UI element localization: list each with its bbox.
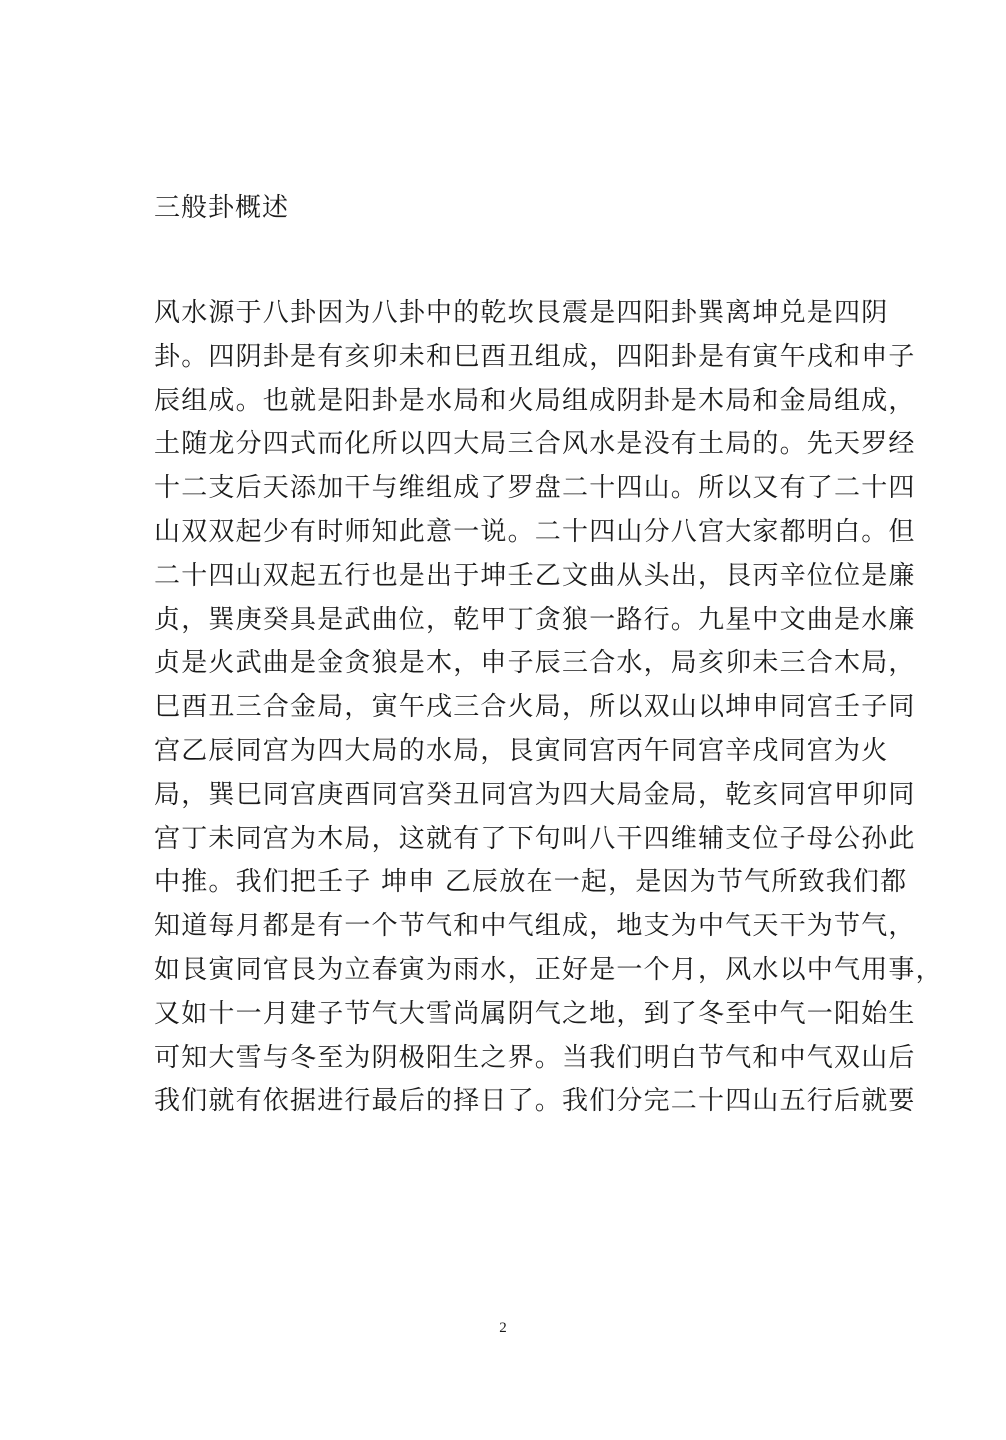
text-line-1: 风水源于八卦因为八卦中的乾坎艮震是四阳卦巽离坤兑是四阴 [154,298,889,328]
text-line-8: 贞，巽庚癸具是武曲位，乾甲丁贪狼一路行。九星中文曲是水廉 [154,604,916,635]
text-line-9: 贞是火武曲是金贪狼是木，申子辰三合水，局亥卯未三合木局， [154,648,916,679]
text-line-15: 知道每月都是有一个节气和中气组成，地支为中气天干为节气， [154,911,916,942]
text-line-11: 宫乙辰同宫为四大局的水局，艮寅同宫丙午同宫辛戌同宫为火 [154,735,889,766]
text-line-18: 可知大雪与冬至为阴极阳生之界。当我们明白节气和中气双山后 [154,1042,916,1073]
text-line-10: 巳酉丑三合金局，寅午戌三合火局，所以双山以坤申同宫壬子同 [154,692,916,723]
text-line-5: 十二支后天添加干与维组成了罗盘二十四山。所以又有了二十四 [154,473,916,504]
text-line-17: 又如十一月建子节气大雪尚属阴气之地，到了冬至中气一阳始生 [154,998,916,1029]
page-number: 2 [499,1320,507,1336]
body-text [154,292,943,1124]
text-line-16: 如艮寅同官艮为立春寅为雨水，正好是一个月，风水以中气用事， [154,954,943,985]
text-line-6: 山双双起少有时师知此意一说。二十四山分八宫大家都明白。但 [154,516,916,547]
text-line-12: 局，巽巳同宫庚酉同宫癸丑同宫为四大局金局，乾亥同宫甲卯同 [154,779,916,810]
text-line-3: 辰组成。也就是阳卦是水局和火局组成阴卦是木局和金局组成， [154,385,916,416]
document-title: 三般卦概述 [154,193,290,223]
text-line-4: 土随龙分四式而化所以四大局三合风水是没有土局的。先天罗经 [154,429,916,460]
text-line-13: 宫丁未同宫为木局，这就有了下句叫八干四维辅支位子母公孙此 [154,823,916,854]
text-line-14: 中推。我们把壬子 坤申 乙辰放在一起，是因为节气所致我们都 [154,867,908,898]
text-line-19: 我们就有依据进行最后的择日了。我们分完二十四山五行后就要 [154,1086,916,1117]
text-line-2: 卦。四阴卦是有亥卯未和巳酉丑组成，四阳卦是有寅午戌和申子 [154,341,916,372]
text-line-7: 二十四山双起五行也是出于坤壬乙文曲从头出，艮丙辛位位是廉 [154,560,916,591]
